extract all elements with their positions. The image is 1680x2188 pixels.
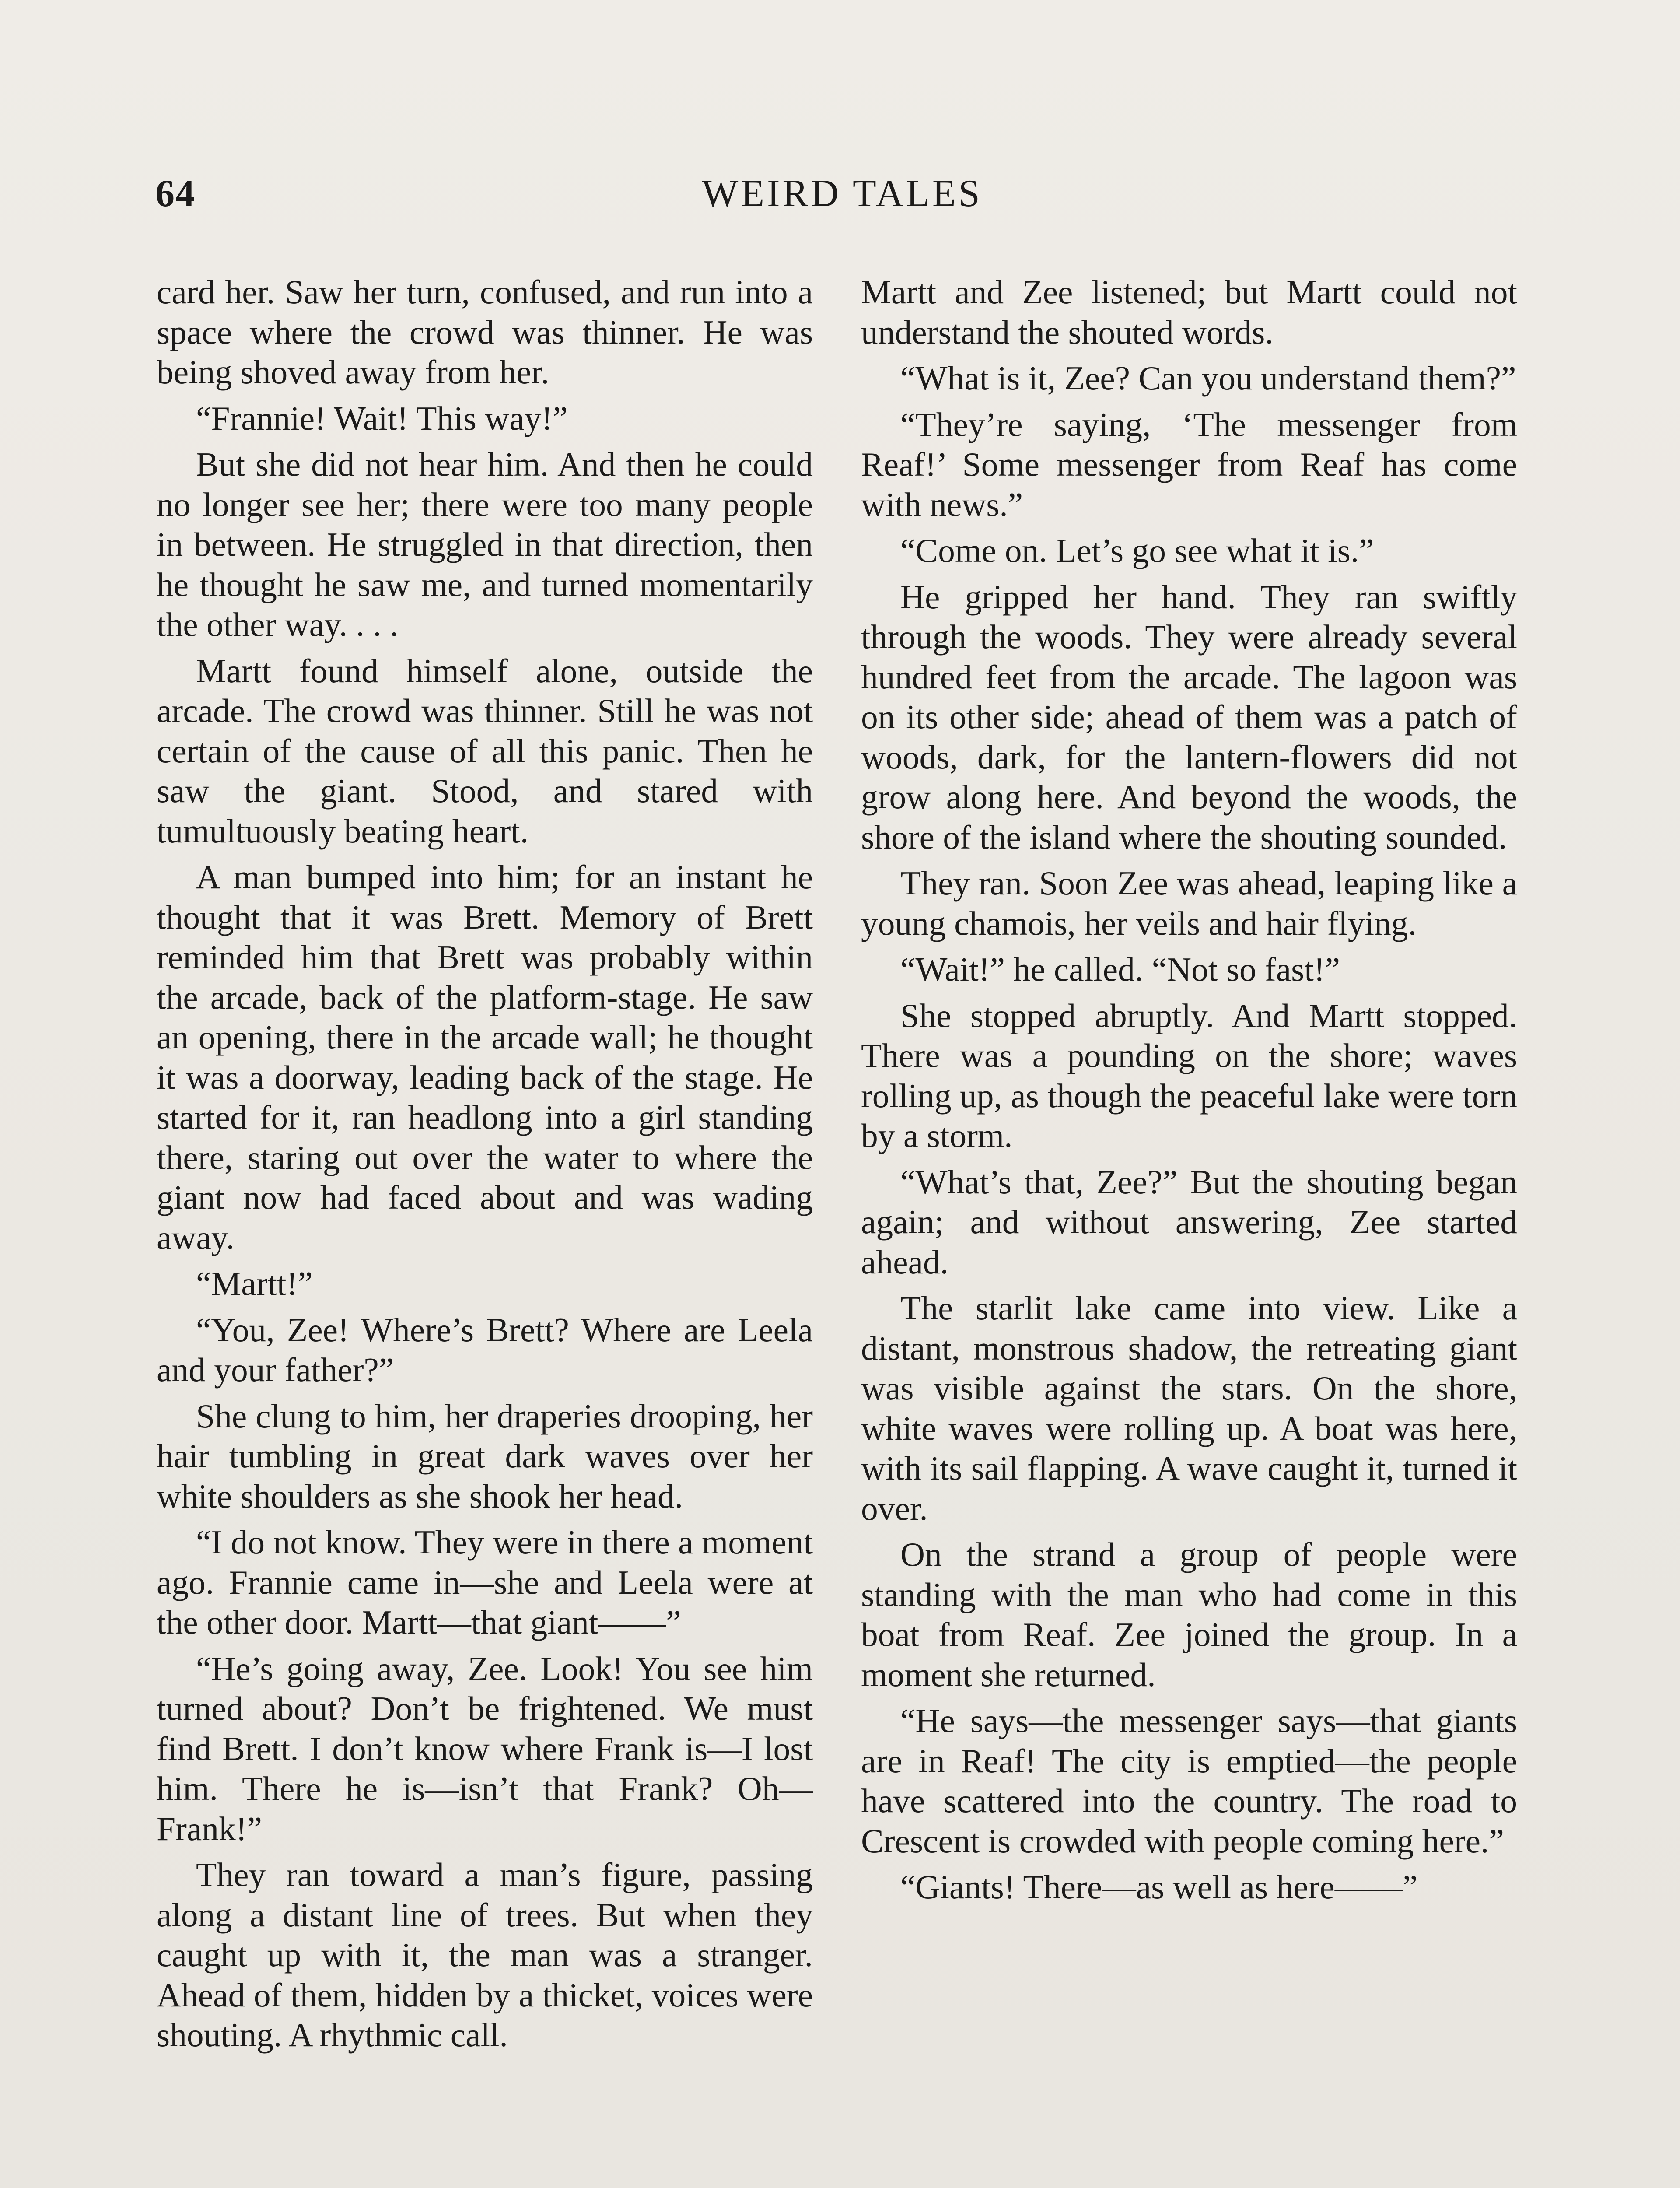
paragraph: Martt and Zee listened; but Martt could not understand the shouted words. — [861, 273, 1517, 351]
paragraph: “I do not know. They were in there a moment ago. Frannie came in—she and Leela were at the other door. Martt—that giant——” — [157, 1523, 813, 1641]
paragraph: She clung to him, her draperies drooping, her hair tumbling in great dark waves over her white shoulders as she shook her head. — [157, 1397, 813, 1515]
paragraph: “Martt!” — [196, 1265, 313, 1302]
page-header — [155, 172, 1529, 220]
right-column — [861, 272, 1517, 1914]
paragraph: A man bumped into him; for an instant he thought that it was Brett. Memory of Brett reminded him that Brett was probably within the arcade, back of the platform-stage. He saw an opening, there in the arcade wall; he thought it was a doorway, leading back of the stage. He started for it, ran headlong into a girl standing there, staring out over the water to where the giant now had faced about and was wading away. — [157, 858, 813, 1256]
left-column — [157, 272, 813, 2062]
paragraph: “What is it, Zee? Can you understand them?” — [900, 359, 1516, 397]
paragraph: “Giants! There—as well as here——” — [900, 1868, 1418, 1906]
paragraph: The starlit lake came into view. Like a distant, monstrous shadow, the retreating giant was visible against the stars. On the shore, white waves were rolling up. A boat was here, with its sail flapping. A wave caught it, turned it over. — [861, 1289, 1517, 1527]
paragraph: Martt found himself alone, outside the arcade. The crowd was thinner. Still he was not certain of the cause of all this panic. Then he saw the giant. Stood, and stared with tumultuously beating heart. — [157, 652, 813, 850]
running-title: WEIRD TALES — [702, 172, 983, 215]
paragraph: They ran. Soon Zee was ahead, leaping like a young chamois, her veils and hair flying. — [861, 864, 1517, 942]
paragraph: “Come on. Let’s go see what it is.” — [900, 532, 1374, 569]
paragraph: “He says—the messenger says—that giants are in Reaf! The city is emptied—the people have scattered into the country. The road to Crescent is crowded with people coming here.” — [861, 1702, 1517, 1860]
paragraph: “He’s going away, Zee. Look! You see him turned about? Don’t be frightened. We must find Brett. I don’t know where Frank is—I lost him. There he is—isn’t that Frank? Oh—Frank!” — [157, 1649, 813, 1848]
paragraph: “Frannie! Wait! This way!” — [196, 399, 568, 437]
paragraph: “You, Zee! Where’s Brett? Where are Leela and your father?” — [157, 1311, 813, 1389]
paragraph: But she did not hear him. And then he could no longer see her; there were too many people in between. He struggled in that direction, then he thought he saw me, and turned momentarily the other way. . . . — [157, 445, 813, 643]
paragraph: They ran toward a man’s figure, passing along a distant line of trees. But when they caught up with it, the man was a stranger. Ahead of them, hidden by a thicket, voices were shouting. A rhythmic call. — [157, 1856, 813, 2054]
paragraph: “What’s that, Zee?” But the shouting began again; and without answering, Zee started ahead. — [861, 1163, 1517, 1281]
paragraph: “They’re saying, ‘The messenger from Reaf!’ Some messenger from Reaf has come with news.” — [861, 405, 1517, 523]
paragraph: On the strand a group of people were standing with the man who had come in this boat from Reaf. Zee joined the group. In a moment she returned. — [861, 1536, 1517, 1694]
paragraph: “Wait!” he called. “Not so fast!” — [900, 950, 1340, 988]
paragraph: card her. Saw her turn, confused, and run into a space where the crowd was thinner. He was being shoved away from her. — [157, 273, 813, 391]
paragraph: He gripped her hand. They ran swiftly through the woods. They were already several hundred feet from the arcade. The lagoon was on its other side; ahead of them was a patch of woods, dark, for the lantern-flowers did not grow along here. And beyond the woods, the shore of the island where the shouting sounded. — [861, 578, 1517, 856]
page-number: 64 — [155, 172, 196, 215]
paragraph: She stopped abruptly. And Martt stopped. There was a pounding on the shore; waves rolling up, as though the peaceful lake were torn by a storm. — [861, 996, 1517, 1154]
